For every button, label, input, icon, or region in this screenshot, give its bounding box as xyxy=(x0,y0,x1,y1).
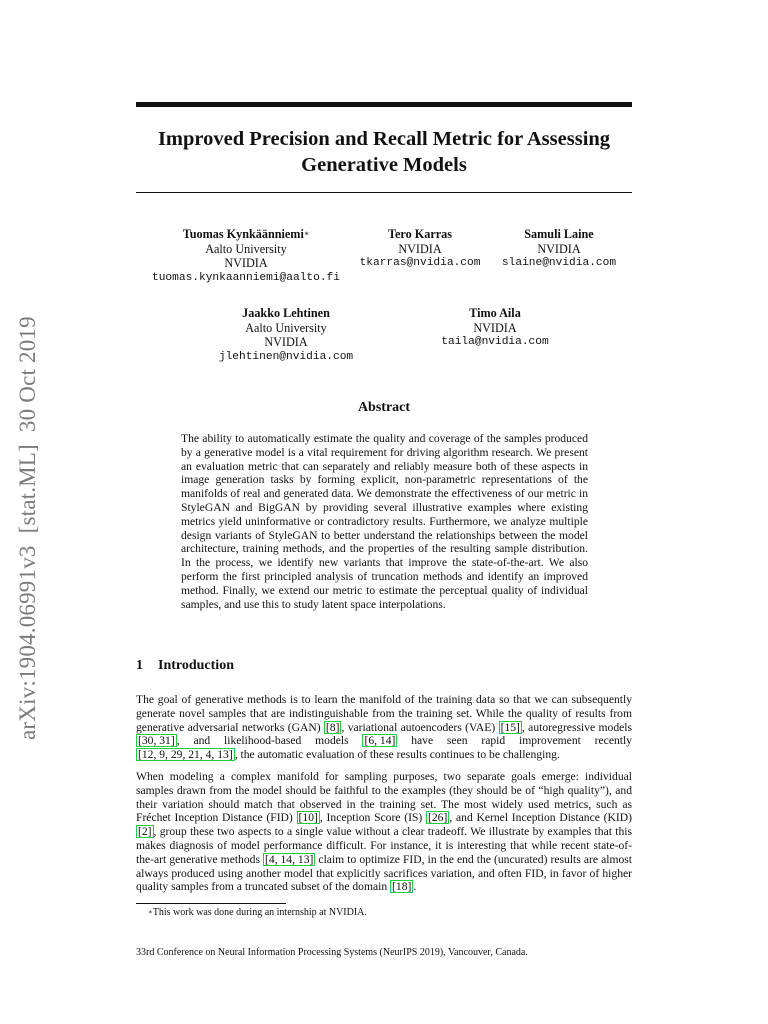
paper-title xyxy=(136,126,632,178)
author-email[interactable]: tuomas.kynkaanniemi@aalto.fi xyxy=(152,271,340,284)
arxiv-stamp xyxy=(8,260,48,740)
section-heading xyxy=(136,658,234,674)
arxiv-id: arXiv:1904.06991v3 xyxy=(15,545,40,740)
author-block xyxy=(430,306,560,350)
author-block xyxy=(350,227,490,271)
author-affiliation: NVIDIA xyxy=(537,241,581,256)
section-number: 1 xyxy=(136,658,143,673)
paragraph-text: , and likelihood-based models xyxy=(176,734,363,748)
paragraph-text: When modeling a complex manifold for sampling purposes, two separate goals emerge: individual samples drawn from the model should be faithful to the examples (they should be of “high quality”), and their variation should match that observed in the training set. The most widely used metrics, such as Fréchet Inception Distance (FID) xyxy=(136,770,632,825)
intro-paragraph-1 xyxy=(136,693,632,762)
title-top-rule xyxy=(136,102,632,107)
author-affiliation: Aalto University xyxy=(205,241,287,256)
paragraph-text: , and Kernel Inception Distance (KID) xyxy=(449,811,632,825)
arxiv-category: [stat.ML] xyxy=(15,444,40,534)
author-affiliation: NVIDIA xyxy=(224,256,268,270)
author-name: Tuomas Kynkäänniemi xyxy=(182,227,304,241)
paragraph-text: , variational autoencoders (VAE) xyxy=(341,720,499,734)
footnote-marker: ∗ xyxy=(148,908,153,916)
citation-link[interactable]: [26] xyxy=(428,811,448,825)
author-email[interactable]: tkarras@nvidia.com xyxy=(359,257,481,269)
section-title: Introduction xyxy=(158,658,234,673)
author-name: Samuli Laine xyxy=(524,227,594,241)
author-name: Jaakko Lehtinen xyxy=(242,306,330,320)
paragraph-text: , Inception Score (IS) xyxy=(319,811,427,825)
citation-link[interactable]: [8] xyxy=(325,720,340,734)
arxiv-date: 30 Oct 2019 xyxy=(15,316,40,433)
paragraph-text: , autoregressive models xyxy=(521,720,632,734)
abstract-heading: Abstract xyxy=(357,400,411,415)
author-affiliation: NVIDIA xyxy=(398,241,442,256)
author-affiliation: NVIDIA xyxy=(264,335,308,349)
title-line-1: Improved Precision and Recall Metric for Assessing xyxy=(157,128,611,150)
citation-link[interactable]: [2] xyxy=(138,825,152,839)
author-email[interactable]: slaine@nvidia.com xyxy=(501,257,617,269)
footnote xyxy=(148,906,367,919)
author-name: Tero Karras xyxy=(388,227,452,241)
paragraph-text: , the automatic evaluation of these results continues to be challenging. xyxy=(234,748,560,762)
paragraph-text: have seen rapid improvement recently xyxy=(397,734,632,748)
abstract-text: The ability to automatically estimate the quality and coverage of the samples produced by a generative model is a vital requirement for driving algorithm research. We present an evaluation metric that can separately and reliably measure both of these aspects in image generation tasks by forming explicit, non-parametric representations of the manifolds of real and generated data. We demonstrate the effectiveness of our metric in StyleGAN and BigGAN by providing several illustrative examples where existing metrics yield uninformative or contradictory results. Furthermore, we analyze multiple design variants of StyleGAN to better understand the relationships between the model architecture, training methods, and the properties of the resulting sample distribution. In the process, we identify new variants that improve the state-of-the-art. We also perform the first principled analysis of truncation methods and identify an improved method. Finally, we extend our metric to estimate the perceptual quality of individual samples, and use this to study latent space interpolations. xyxy=(181,432,588,611)
title-line-2: Generative Models xyxy=(301,154,467,176)
citation-link[interactable]: [10] xyxy=(298,811,318,825)
author-block xyxy=(136,227,356,285)
author-affiliation: Aalto University xyxy=(245,320,327,335)
paragraph-text: . xyxy=(413,880,417,894)
author-email[interactable]: taila@nvidia.com xyxy=(441,336,549,348)
title-bottom-rule xyxy=(136,192,632,193)
citation-link[interactable]: [18] xyxy=(392,880,412,894)
citation-link[interactable]: [12, 9, 29, 21, 4, 13] xyxy=(138,748,233,762)
footnote-marker: ∗ xyxy=(303,229,310,238)
intro-paragraph-2 xyxy=(136,770,632,894)
paragraph-text: , group these two aspects to a single value without a clear tradeoff. We illustrate by examples that this makes diagnosis of model performance difficult. For instance, it is interesting that while recent state-of-the-art generative methods xyxy=(136,825,632,866)
author-block xyxy=(494,227,624,271)
paragraph-text: The goal of generative methods is to learn the manifold of the training data so that we can subsequently generate novel samples that are indistinguishable from the training set. While the quality of results from generative adversarial networks (GAN) xyxy=(136,693,632,734)
author-email[interactable]: jlehtinen@nvidia.com xyxy=(218,350,354,363)
citation-link[interactable]: [6, 14] xyxy=(364,734,396,748)
footnote-rule xyxy=(136,903,286,904)
author-affiliation: NVIDIA xyxy=(473,320,517,335)
citation-link[interactable]: [30, 31] xyxy=(138,734,175,748)
author-name: Timo Aila xyxy=(469,306,521,320)
paragraph-text: claim to optimize FID, in the end the (uncurated) results are almost always produced using another model that explicitly sacrifices variation, and often FID, in favor of higher quality samples from a truncated subset of the domain xyxy=(136,852,632,894)
footnote-text: This work was done during an internship at NVIDIA. xyxy=(152,907,367,918)
conference-venue: 33rd Conference on Neural Information Processing Systems (NeurIPS 2019), Vancouver, Canada. xyxy=(136,947,528,958)
author-block xyxy=(206,306,366,364)
citation-link[interactable]: [4, 14, 13] xyxy=(265,852,314,866)
citation-link[interactable]: [15] xyxy=(500,720,520,734)
